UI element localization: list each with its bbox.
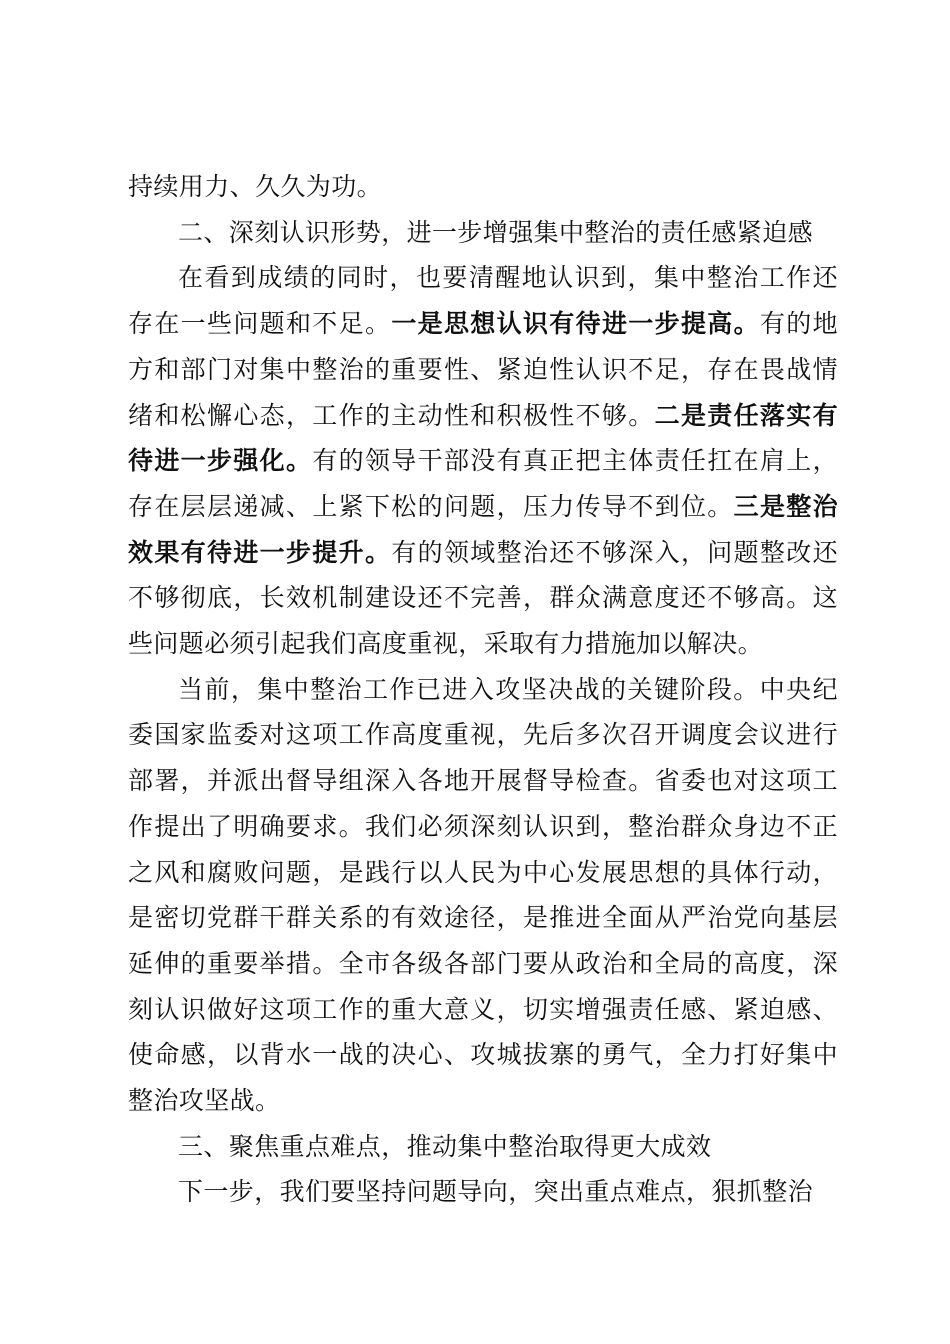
document-body: [128, 164, 838, 1215]
paragraph-text: 持续用力、久久为功。: [128, 172, 383, 201]
heading-text: 二、深刻认识形势，进一步增强集中整治的责任感紧迫感: [178, 217, 814, 247]
heading-text: 三、聚焦重点难点，推动集中整治取得更大成效: [178, 1131, 712, 1161]
paragraph-problems: [128, 255, 838, 666]
paragraph-next-step: [128, 1169, 838, 1215]
paragraph-continuation: [128, 164, 838, 210]
sentence-point-3: 有的领域整治还不够深入，问题整改还不够彻底，长效机制建设还不完善，群众满意度还不够高。这些问题必须引起我们高度重视，采取有力措施加以解决。: [128, 537, 838, 659]
sentence-point-2: 有的领导干部没有真正把主体责任扛在肩上，存在层层递减、上紧下松的问题，压力传导不到位。: [128, 446, 838, 521]
bold-point-1: 一是思想认识有待进一步提高。: [391, 309, 760, 339]
bold-point-2: 二是责任落实有待进一步强化。: [128, 400, 838, 476]
paragraph-current-stage: [128, 667, 838, 1124]
sentence-point-1: 有的地方和部门对集中整治的重要性、紧迫性认识不足，存在畏战情绪和松懈心态，工作的主动性和积极性不够。: [128, 309, 838, 430]
section-heading-2: [128, 210, 838, 256]
paragraph-text: 下一步，我们要坚持问题导向，突出重点难点，狠抓整治: [178, 1177, 814, 1207]
sentence-intro: 在看到成绩的同时，也要清醒地认识到，集中整治工作还存在一些问题和不足。: [128, 263, 838, 339]
section-heading-3: [128, 1124, 838, 1170]
bold-point-3: 三是整治效果有待进一步提升。: [128, 491, 839, 567]
paragraph-text: 当前，集中整治工作已进入攻坚决战的关键阶段。中央纪委国家监委对这项工作高度重视，先后多次召开调度会议进行部署，并派出督导组深入各地开展督导检查。省委也对这项工作提出了明确要求。我们必须深刻认识到，整治群众身边不正之风和腐败问题，是践行以人民为中心发展思想的具体行动，是密切党群干群关系的有效途径，是推进全面从严治党向基层延伸的重要举措。全市各级各部门要从政治和全局的高度，深刻认识做好这项工作的重大意义，切实增强责任感、紧迫感、使命感，以背水一战的决心、攻城拔寨的勇气，全力打好集中整治攻坚战。: [128, 674, 838, 1116]
